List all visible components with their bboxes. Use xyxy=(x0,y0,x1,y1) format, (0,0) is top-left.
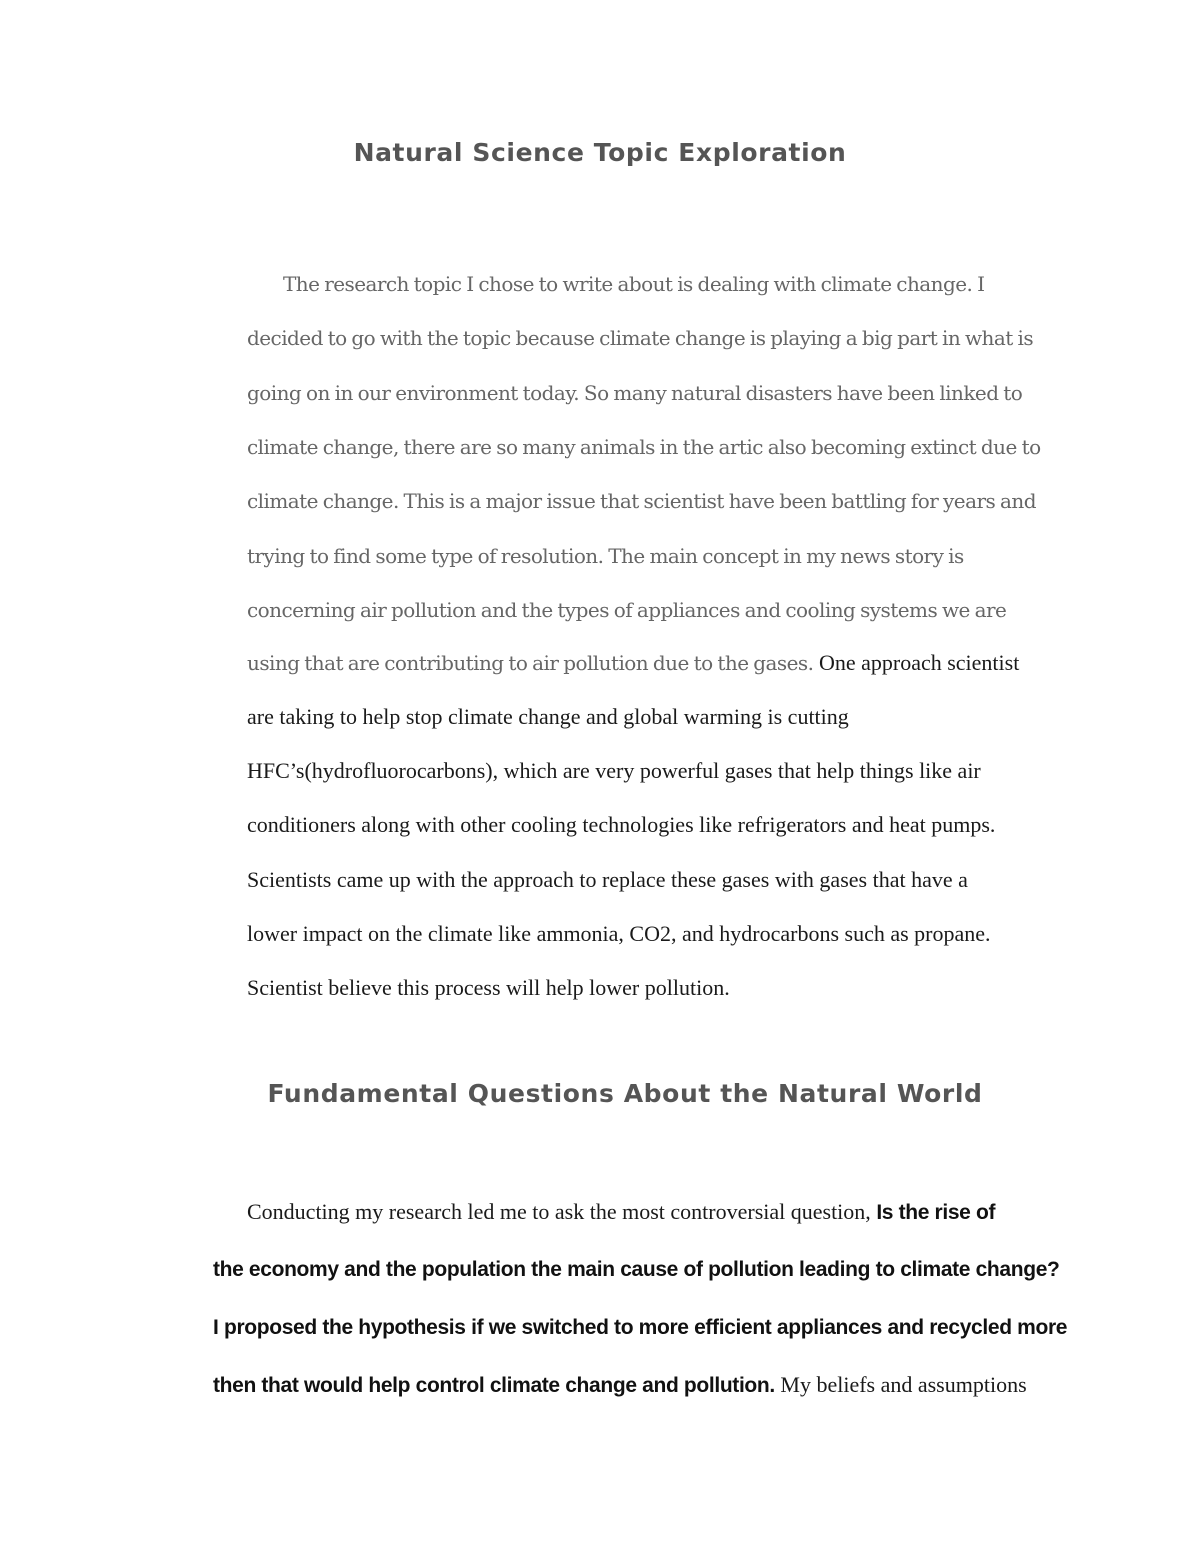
question-text: the economy and the population the main cause of pollution leading to climate change? xyxy=(213,1258,1060,1281)
paragraph-line xyxy=(213,1372,1027,1399)
paragraph-line: going on in our environment today. So many natural disasters have been linked to xyxy=(247,381,1023,405)
paragraph-line: conditioners along with other cooling technologies like refrigerators and heat pumps. xyxy=(247,812,996,837)
paragraph-line-start: using that are contributing to air pollution due to the gases. xyxy=(247,651,814,675)
paragraph-line: Scientists came up with the approach to replace these gases with gases that have a xyxy=(247,867,968,892)
paragraph-line: concerning air pollution and the types of appliances and cooling systems we are xyxy=(247,598,1007,622)
paragraph-line: HFC’s(hydrofluorocarbons), which are very powerful gases that help things like air xyxy=(247,758,981,783)
paragraph-line: lower impact on the climate like ammonia, CO2, and hydrocarbons such as propane. xyxy=(247,921,991,946)
paragraph-line: The research topic I chose to write about is dealing with climate change. I xyxy=(283,272,985,296)
paragraph-line: trying to find some type of resolution. The main concept in my news story is xyxy=(247,544,964,568)
question-text: Is the rise of xyxy=(876,1201,996,1224)
section-heading: Fundamental Questions About the Natural World xyxy=(267,1079,983,1108)
paragraph-line-start: Conducting my research led me to ask the most controversial question, xyxy=(247,1199,877,1224)
paragraph-line: are taking to help stop climate change and global warming is cutting xyxy=(247,704,849,729)
paragraph-line xyxy=(247,1199,995,1226)
paragraph-line-tail: My beliefs and assumptions xyxy=(774,1372,1027,1397)
paragraph-line: climate change. This is a major issue that scientist have been battling for years and xyxy=(247,489,1036,513)
paragraph-line xyxy=(247,650,1019,677)
paragraph-line: Scientist believe this process will help lower pollution. xyxy=(247,975,730,1000)
document-title: Natural Science Topic Exploration xyxy=(353,138,847,167)
paragraph-line: climate change, there are so many animals in the artic also becoming extinct due to xyxy=(247,435,1041,459)
hypothesis-text: I proposed the hypothesis if we switched to more efficient appliances and recycled more xyxy=(213,1316,1068,1339)
hypothesis-text: then that would help control climate change and pollution. xyxy=(213,1374,775,1397)
paragraph-line: decided to go with the topic because climate change is playing a big part in what is xyxy=(247,326,1034,350)
paragraph-line-tail: One approach scientist xyxy=(813,650,1020,675)
